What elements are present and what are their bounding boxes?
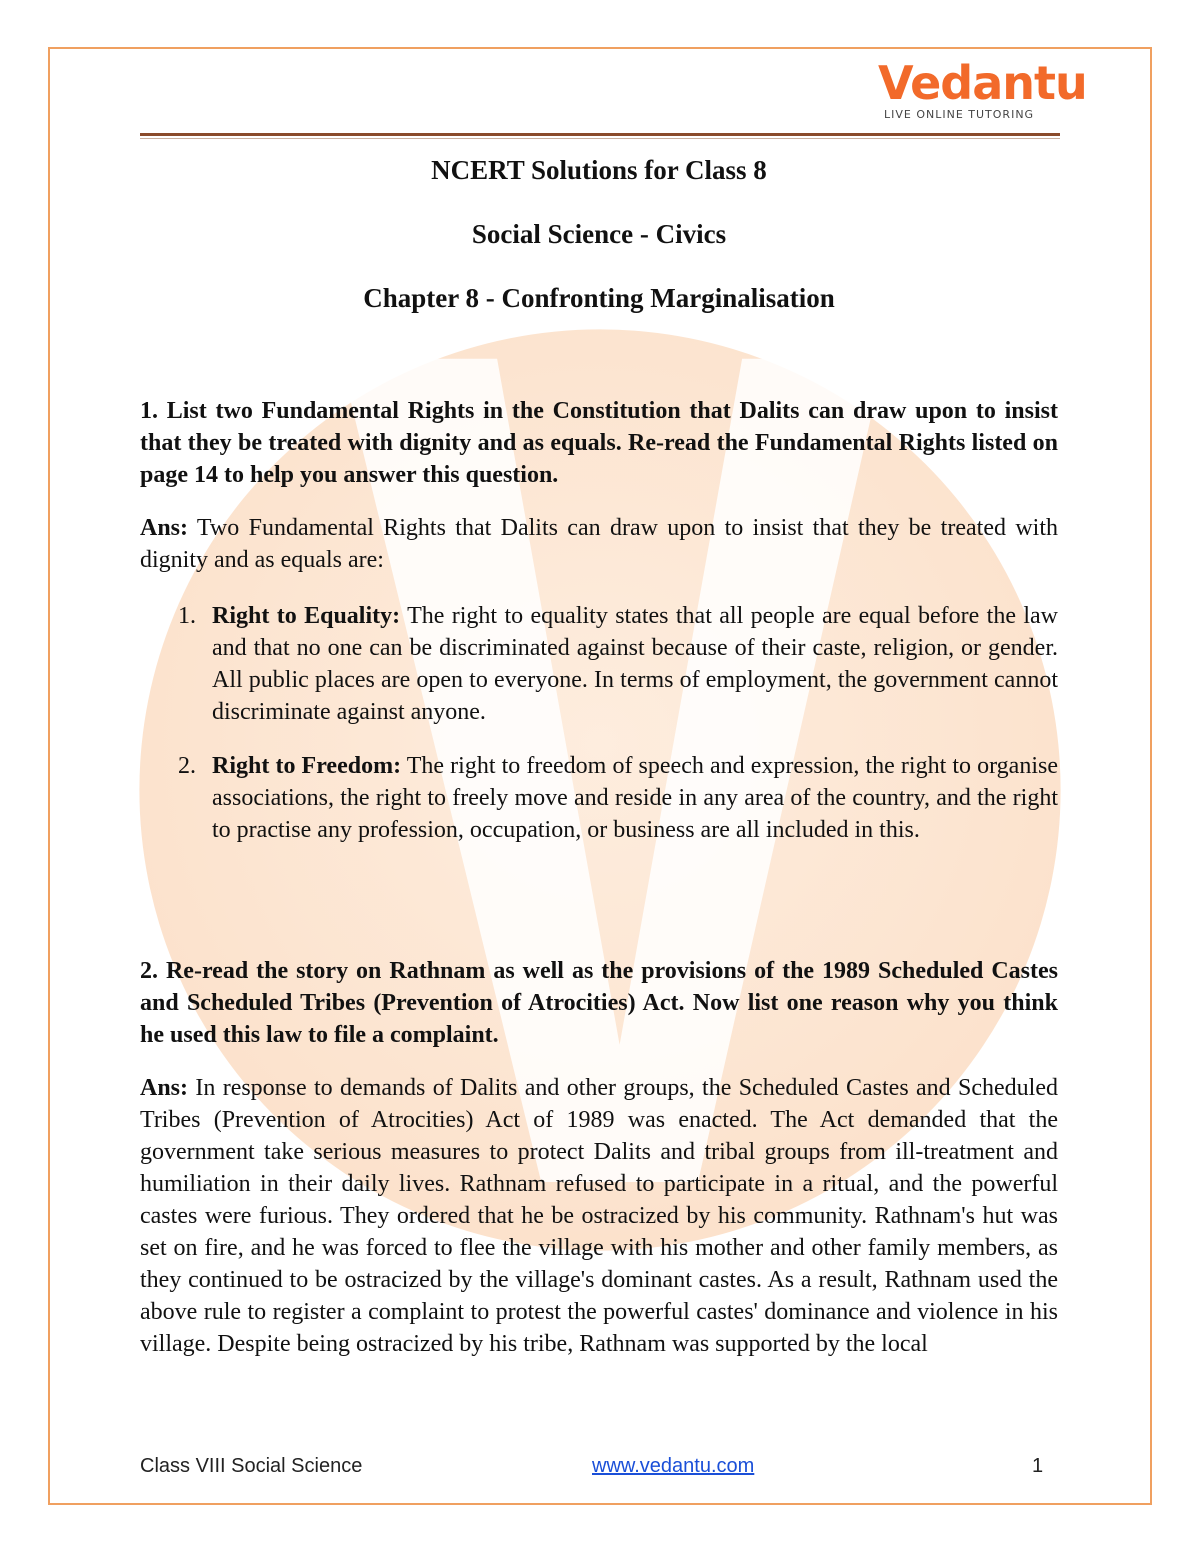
list-item-title: Right to Freedom:	[212, 753, 402, 779]
list-number: 2.	[178, 753, 196, 779]
logo-tagline: LIVE ONLINE TUTORING	[884, 108, 1035, 121]
footer-class-label: Class VIII Social Science	[140, 1455, 363, 1477]
answer-text: In response to demands of Dalits and other groups, the Scheduled Castes and Scheduled Tribes (Prevention of Atrocities) Act of 1989 was enacted. The Act demanded that the government take serious measures to protect Dalits and tribal groups from ill-treatment and humiliation in their daily lives. Rathnam refused to participate in a ritual, and the powerful castes were furious. They ordered that he be ostracized by his community. Rathnam's hut was set on fire, and he was forced to flee the village with his mother and other family members, as they continued to be ostracized by the village's dominant castes. As a result, Rathnam used the above rule to register a complaint to protest the powerful castes' dominance and violence in his village. Despite being ostracized by his tribe, Rathnam was supported by the local	[140, 1075, 1058, 1357]
list-item-text: Right to Equality: The right to equality states that all people are equal before the law and that no one can be discriminated against because of their caste, religion, or gender. All public places are open to everyone. In terms of employment, the government cannot discriminate against anyone.	[212, 603, 1059, 725]
answer-label: Ans:	[140, 515, 189, 541]
answer-label: Ans:	[140, 1075, 189, 1101]
header-rule	[140, 133, 1060, 136]
page-number: 1	[1032, 1455, 1044, 1477]
list-item-text: Right to Freedom: The right to freedom of speech and expression, the right to organise associations, the right to freely move and reside in any area of the country, and the right to practise any profession, occupation, or business are all included in this.	[212, 753, 1058, 843]
answer-1	[140, 512, 1058, 576]
answer-2	[140, 1072, 1058, 1360]
logo-brand: Vedantu	[878, 56, 1087, 110]
list-item-title: Right to Equality:	[212, 603, 401, 629]
answer-text: Two Fundamental Rights that Dalits can draw upon to insist that they be treated with dignity and as equals are:	[140, 515, 1058, 573]
document-title: NCERT Solutions for Class 8	[431, 155, 767, 185]
document-subject: Social Science - Civics	[471, 219, 727, 249]
vedantu-logo	[878, 56, 1087, 126]
question-2: 2. Re-read the story on Rathnam as well as the provisions of the 1989 Scheduled Castes and Scheduled Tribes (Prevention of Atrocities) Act. Now list one reason why you think he used this law to file a complaint.	[140, 958, 1058, 1048]
header-rule-thin	[140, 138, 1060, 139]
list-number: 1.	[178, 603, 196, 629]
chapter-title: Chapter 8 - Confronting Marginalisation	[363, 283, 835, 313]
footer-website-link[interactable]: www.vedantu.com	[592, 1455, 755, 1477]
question-1: 1. List two Fundamental Rights in the Constitution that Dalits can draw upon to insist that they be treated with dignity and as equals. Re-read the Fundamental Rights listed on page 14 to help you answer this question.	[140, 398, 1058, 488]
